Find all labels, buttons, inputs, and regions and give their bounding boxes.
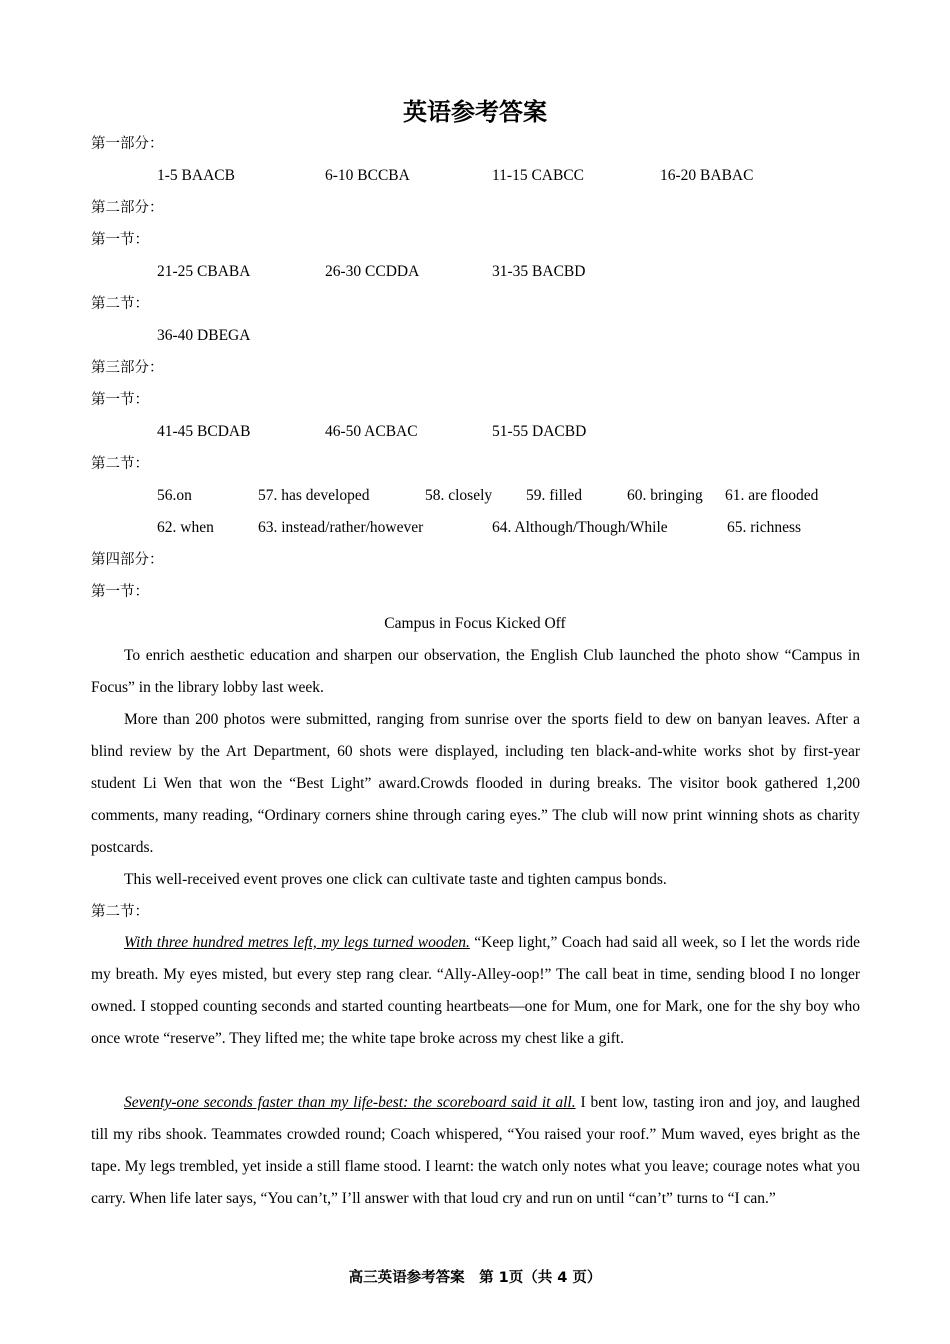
- continuation-paragraph: [91, 1087, 860, 1215]
- essay-paragraph: This well-received event proves one click can cultivate taste and tighten campus bonds.: [124, 871, 667, 888]
- given-opening-sentence: Seventy-one seconds faster than my life-best: the scoreboard said it all.: [124, 1094, 576, 1111]
- essay-title: Campus in Focus Kicked Off: [384, 615, 566, 632]
- part4-heading: 第四部分：: [91, 552, 164, 568]
- paragraph-body: I bent low, tasting iron and joy, and laughed till my ribs shook. Teammates crowded round; Coach whispered, “You raised your roof.” Mum waved, eyes bright as the tape. My legs trembled, yet inside a still flame stood. I learnt: the watch only notes what you leave; courage notes what you carry. When life later says, “You can’t,” I’ll answer with that loud cry and run on until “can’t” turns to “I can.”: [91, 1094, 861, 1207]
- answer-item: 61. are flooded: [725, 487, 819, 504]
- part2-section2-heading: 第二节：: [91, 296, 149, 312]
- answer-item: 64. Although/Though/While: [492, 519, 668, 536]
- answer-item: 63. instead/rather/however: [258, 519, 424, 536]
- part4-section2-heading: 第二节：: [91, 904, 149, 920]
- answer-group: 16-20 BABAC: [660, 167, 754, 184]
- page-footer: 高三英语参考答案 第 1页（共 4 页）: [348, 1270, 602, 1286]
- answer-item: 57. has developed: [258, 487, 370, 504]
- part2-section1-heading: 第一节：: [91, 232, 149, 248]
- answer-item: 59. filled: [526, 487, 582, 504]
- part3-section2-heading: 第二节：: [91, 456, 149, 472]
- page-title: 英语参考答案: [403, 98, 547, 126]
- answer-item: 56.on: [157, 487, 192, 504]
- answer-group: 1-5 BAACB: [157, 167, 235, 184]
- essay-paragraph: To enrich aesthetic education and sharpen our observation, the English Club launched the photo show “Campus in Focus” in the library lobby last week.: [91, 647, 860, 696]
- paragraph-body: “Keep light,” Coach had said all week, so I let the words ride my breath. My eyes misted, but every step rang clear. “Ally-Alley-oop!” The call beat in time, sending blood I no longer owned. I stopped counting seconds and started counting heartbeats—one for Mum, one for Mark, one for the shy boy who once wrote “reserve”. They lifted me; the white tape broke across my chest like a gift.: [91, 934, 860, 1047]
- answer-item: 60. bringing: [627, 487, 703, 504]
- answer-group: 11-15 CABCC: [492, 167, 585, 184]
- answer-group: 46-50 ACBAC: [325, 423, 418, 440]
- part2-heading: 第二部分：: [91, 200, 164, 216]
- essay-paragraph: More than 200 photos were submitted, ranging from sunrise over the sports field to dew on banyan leaves. After a blind review by the Art Department, 60 shots were displayed, including ten black-and-white works shot by first-year student Li Wen that won the “Best Light” award.Crowds flooded in during breaks. The visitor book gathered 1,200 comments, many reading, “Ordinary corners shine through caring eyes.” The club will now print winning shots as charity postcards.: [91, 711, 860, 856]
- part3-heading: 第三部分：: [91, 360, 164, 376]
- answer-group: 31-35 BACBD: [492, 263, 586, 280]
- part4-section1-heading: 第一节：: [91, 584, 149, 600]
- answer-group: 41-45 BCDAB: [157, 423, 251, 440]
- answer-group: 26-30 CCDDA: [325, 263, 420, 280]
- given-opening-sentence: With three hundred metres left, my legs turned wooden.: [124, 934, 470, 951]
- answer-item: 65. richness: [727, 519, 802, 536]
- part3-section1-heading: 第一节：: [91, 392, 149, 408]
- answer-group: 21-25 CBABA: [157, 263, 251, 280]
- answer-item: 58. closely: [425, 487, 493, 504]
- answer-group: 36-40 DBEGA: [157, 327, 251, 344]
- part1-heading: 第一部分：: [91, 136, 164, 152]
- answer-item: 62. when: [157, 519, 214, 536]
- answer-group: 6-10 BCCBA: [325, 167, 410, 184]
- answer-group: 51-55 DACBD: [492, 423, 587, 440]
- continuation-paragraph: [91, 927, 860, 1055]
